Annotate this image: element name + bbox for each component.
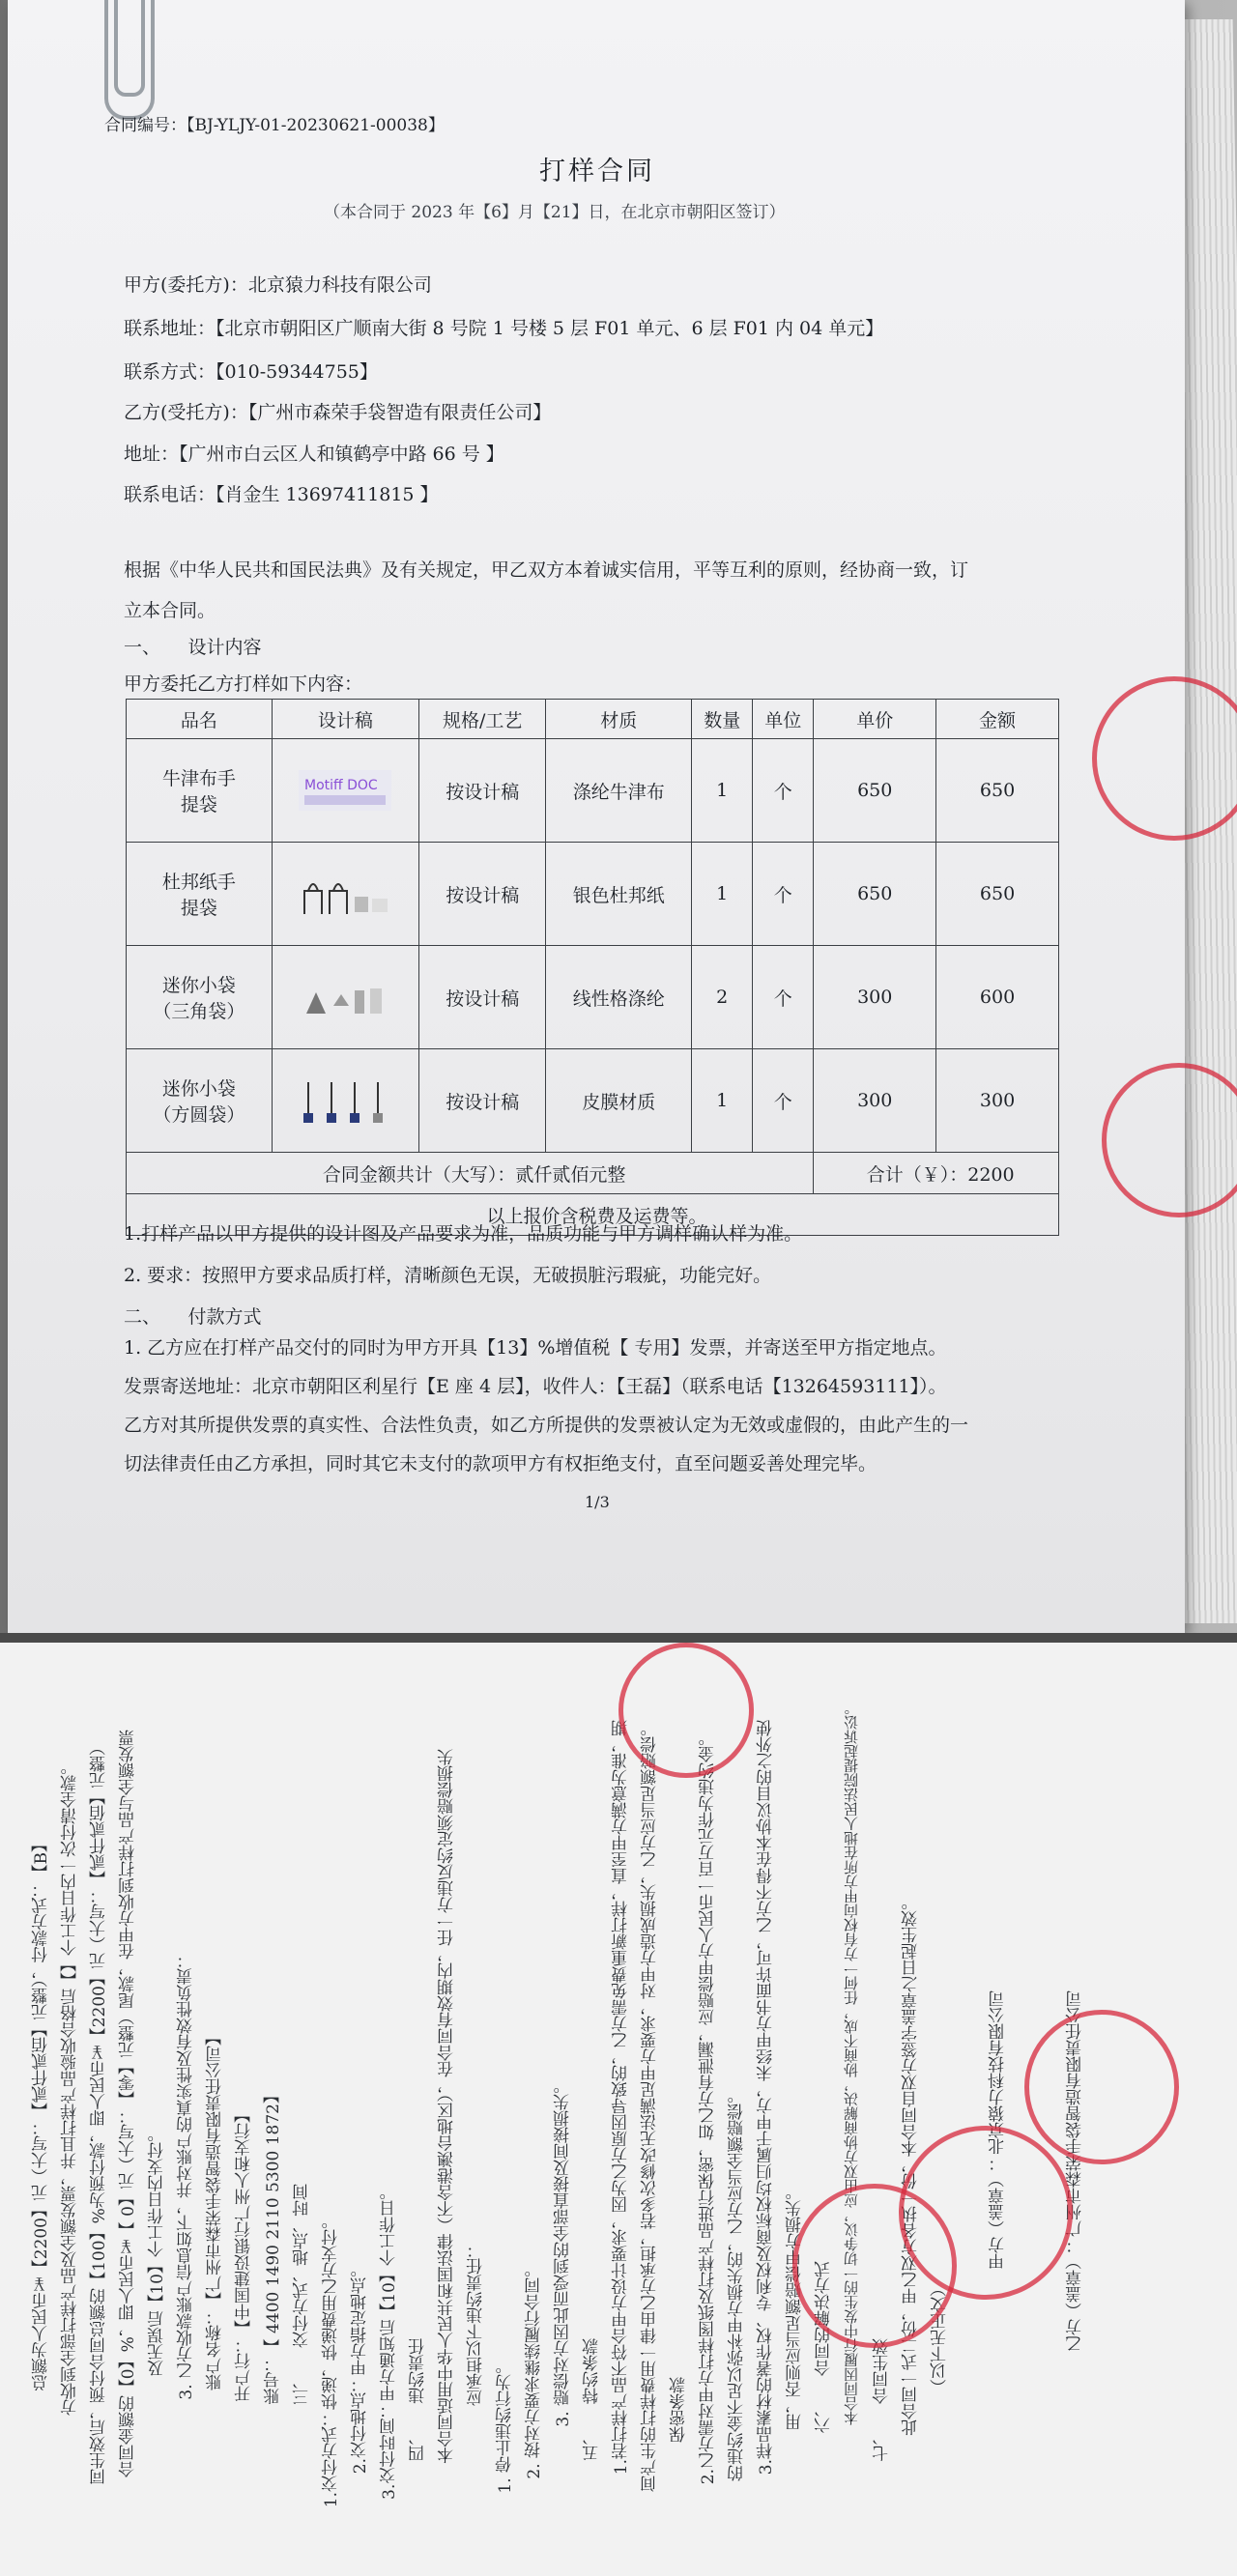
party-a: 甲方(委托方)：北京猿力科技有限公司 xyxy=(124,274,432,296)
material-cell: 银色杜邦纸 xyxy=(546,843,692,946)
amount-cell: 650 xyxy=(936,843,1059,946)
col-header: 金额 xyxy=(936,700,1059,739)
intro-line-1: 根据《中华人民共和国民法典》及有关规定，甲乙双方本着诚实信用，平等互利的原则，经协商一致，订 xyxy=(124,559,969,581)
requirement-1: 1.打样产品以甲方提供的设计图及产品要求为准，品质功能与甲方调样确认样为准。 xyxy=(124,1223,803,1245)
table-row xyxy=(127,843,1059,946)
col-header: 数量 xyxy=(692,700,753,739)
table-header-row xyxy=(127,700,1059,739)
qty-cell: 1 xyxy=(692,1049,753,1153)
svg-text:Motiff DOC: Motiff DOC xyxy=(304,778,379,793)
p2-line: 开户行：【中国建设银行广州人和支行】 xyxy=(235,2106,254,2402)
item-name: 杜邦纸手 提袋 xyxy=(127,843,273,946)
design-thumb xyxy=(272,946,418,1049)
p2-line: 3. 赔偿对方因此而受到的全部直接及间接损失。 xyxy=(554,2077,573,2427)
unit-cell: 个 xyxy=(753,739,814,843)
p2-line: （以下无正文） xyxy=(931,2280,950,2395)
total-words: 合同金额共计（大写）：贰仟贰佰元整 xyxy=(127,1153,814,1194)
design-thumb xyxy=(272,739,418,843)
price-cell: 650 xyxy=(814,739,936,843)
p2-line: 保密条款 xyxy=(670,2377,689,2443)
contract-signed-info: （本合同于 2023 年【6】月【21】日，在北京市朝阳区签订） xyxy=(324,203,786,222)
paper-clip-inner-icon xyxy=(114,0,145,97)
items-table xyxy=(126,699,1059,1236)
p2-line: 账户名称：【广州市森荣手袋智造有限责任公司】 xyxy=(206,2029,225,2390)
price-cell: 300 xyxy=(814,946,936,1049)
round-bag-sketch-icon xyxy=(299,1074,391,1127)
p2-line: 1. 停止违约行为。 xyxy=(496,2358,515,2494)
qty-cell: 1 xyxy=(692,843,753,946)
party-a-address: 联系地址：【北京市朝阳区广顺南大街 8 号院 1 号楼 5 层 F01 单元、6 层 F01 内 04 单元】 xyxy=(124,318,884,339)
price-note: 以上报价含税费及运费等。 xyxy=(127,1194,1059,1236)
p2-line: 间产生的打样费用一律由乙方承担，若多次修改无法满足甲方要求，对甲方造成损失，乙方应当足额赔偿。 xyxy=(641,1720,660,2492)
party-a-contact: 联系方式：【010-59344755】 xyxy=(124,361,378,383)
col-header: 规格/工艺 xyxy=(419,700,546,739)
price-cell: 650 xyxy=(814,843,936,946)
amount-cell: 600 xyxy=(936,946,1059,1049)
p2-line: 3. 乙方收款账户信息如下，并对账户的真实性及有效性负责： xyxy=(177,1952,196,2400)
p2-line: 方收到全部打样产品及全额发票，并且打样产品验收合格后【】个工作日内一次付清全款。 xyxy=(61,1759,80,2416)
section-1-sub: 甲方委托乙方打样如下内容： xyxy=(124,673,363,695)
p2-line: 2. 按对方要求继续履行合同。 xyxy=(525,2261,544,2479)
payment-line-1: 1. 乙方应在打样产品交付的同时为甲方开具【13】%增值税【 专用】发票，并寄送至甲方指定地点。 xyxy=(124,1337,947,1359)
p2-line: 及无误后【10】个工作日内支付。 xyxy=(148,2126,167,2377)
seal-stamp-party-a xyxy=(1024,2010,1179,2164)
p2-line: 同生效后，预付合同总额的【100】%为预付款，即人民币￥【2200】元（大写：【贰仟贰佰】元整） xyxy=(90,1739,109,2485)
material-cell: 线性格涤纶 xyxy=(546,946,692,1049)
material-cell: 涤纶牛津布 xyxy=(546,739,692,843)
col-header: 单价 xyxy=(814,700,936,739)
unit-cell: 个 xyxy=(753,1049,814,1153)
motiff-doc-logo-icon xyxy=(299,764,391,816)
section-2-heading: 二、 付款方式 xyxy=(124,1306,262,1328)
table-row xyxy=(127,1049,1059,1153)
payment-line-2: 发票寄送地址：北京市朝阳区利星行【E 座 4 层】，收件人：【王磊】（联系电话【13264593111】）。 xyxy=(124,1376,947,1397)
item-name: 牛津布手 提袋 xyxy=(127,739,273,843)
col-header: 设计稿 xyxy=(272,700,418,739)
p2-signature-a: 甲方（盖章）：北京猿力科技有限公司 xyxy=(989,1990,1008,2270)
qty-cell: 2 xyxy=(692,946,753,1049)
p2-line: 1.若打样产品不符合甲方设计要求，因为乙方原因导致的，乙方需免费重新打样，直至甲方满意为准，期 xyxy=(612,1720,631,2476)
p2-line: 三、 交付方式、地点、时间 xyxy=(293,2184,312,2406)
p2-line: 六、 合同的解决方式 xyxy=(815,2261,834,2434)
material-cell: 皮膜材质 xyxy=(546,1049,692,1153)
design-thumb xyxy=(272,1049,418,1153)
table-row xyxy=(127,739,1059,843)
party-b-address: 地址：【广州市白云区人和镇鹤亭中路 66 号 】 xyxy=(124,444,504,465)
table-row xyxy=(127,946,1059,1049)
party-b: 乙方(受托方)：【广州市森荣手袋智造有限责任公司】 xyxy=(124,402,552,423)
p2-line: 四、 违约责任 xyxy=(409,2338,428,2462)
spec-cell: 按设计稿 xyxy=(419,739,546,843)
amount-cell: 650 xyxy=(936,739,1059,843)
seal-stamp-contract xyxy=(792,2184,957,2348)
col-header: 单位 xyxy=(753,700,814,739)
p2-line: 1.交付方式：快递，快递费用乙方支付。 xyxy=(322,2213,341,2508)
p2-line: 本合同适用中华人民共和国法律（不含港澳台地区），在合同有效期内，任一方违反约定须赔偿损失 xyxy=(438,1749,457,2464)
contract-title: 打样合同 xyxy=(539,157,655,186)
p2-signature-b: 乙方（盖章）：广州市森荣手袋智造有限责任公司 xyxy=(1066,1990,1085,2352)
tote-bag-sketch-icon xyxy=(299,868,391,920)
p2-line: 3.交付时间：甲方通知后【10】个工作日。 xyxy=(380,2184,399,2500)
bottom-photo xyxy=(0,1643,1237,2576)
p2-line: 总额为人民币￥【2200】元（大写：【贰仟贰佰】元整），付款方式：【B】 xyxy=(32,1836,51,2391)
col-header: 材质 xyxy=(546,700,692,739)
unit-cell: 个 xyxy=(753,843,814,946)
party-b-phone: 联系电话：【肖金生 13697411815 】 xyxy=(124,484,439,505)
unit-cell: 个 xyxy=(753,946,814,1049)
contract-number: 合同编号：【BJ-YLJY-01-20230621-00038】 xyxy=(104,116,445,135)
col-header: 品名 xyxy=(127,700,273,739)
page-number: 1/3 xyxy=(585,1493,610,1511)
p2-line: 此合同一式二份，甲乙双方各执一份，本合同自双方签字盖章之日起生效。 xyxy=(902,1894,921,2436)
price-cell: 300 xyxy=(814,1049,936,1153)
photo-divider xyxy=(0,1633,1237,1643)
payment-line-3: 乙方对其所提供发票的真实性、合法性负责，如乙方所提供的发票被认定为无效或虚假的，由此产生的一 xyxy=(124,1415,969,1436)
p2-line: 本合同因履行中发生的一切争议，应由双方协商解决，协商不成，任何一方有权向甲方所在地人民法院提起诉讼。 xyxy=(843,1701,860,2425)
spec-cell: 按设计稿 xyxy=(419,946,546,1049)
total-number: 合计（￥）：2200 xyxy=(814,1153,1059,1194)
p2-line: 账号：【 4400 1490 2110 5300 1872】 xyxy=(264,2087,283,2405)
item-name: 迷你小袋 （三角袋） xyxy=(127,946,273,1049)
section-1-heading: 一、 设计内容 xyxy=(124,637,262,658)
p2-line: 2.乙方需对甲方打样图纸及打样产品进行保密，如乙方有泄漏，应赔偿甲方人民币一百万元作为违约金。 xyxy=(699,1730,718,2485)
p2-line: 合同金额的【0】%，即人民币￥【 0】元（大写：【零】元整）尾款，在甲方收到打样产品与全额发票 xyxy=(119,1730,138,2478)
p2-line: 2.交付地点：甲方指定地点。 xyxy=(351,2261,370,2475)
spec-cell: 按设计稿 xyxy=(419,1049,546,1153)
p2-line: 用，否则应当足额赔偿甲方损失。 xyxy=(786,2184,805,2430)
item-name: 迷你小袋 （方圆袋） xyxy=(127,1049,273,1153)
design-thumb xyxy=(272,843,418,946)
intro-line-2: 立本合同。 xyxy=(124,600,216,621)
p2-line: 七、 合同生效 xyxy=(873,2338,892,2462)
triangle-bag-sketch-icon xyxy=(299,971,391,1023)
p2-line: 五、 特约条款 xyxy=(583,2338,602,2462)
p2-line: 的违约金不足以弥补甲方损失的，乙方应当全额赔偿。 xyxy=(728,2087,747,2481)
total-row xyxy=(127,1153,1059,1194)
requirement-2: 2. 要求：按照甲方要求品质打样，清晰颜色无误，无破损脏污瑕疵，功能完好。 xyxy=(124,1265,772,1286)
amount-cell: 300 xyxy=(936,1049,1059,1153)
qty-cell: 1 xyxy=(692,739,753,843)
p2-line: 3.样品素材的著作权、专利权及商标权均归属于甲方，未经甲方书面许可，乙方不得在本协议目的之外使 xyxy=(757,1720,776,2476)
payment-line-4: 切法律责任由乙方承担，同时其它未支付的款项甲方有权拒绝支付，直至问题妥善处理完毕。 xyxy=(124,1453,877,1474)
spec-cell: 按设计稿 xyxy=(419,843,546,946)
seal-stamp-top xyxy=(618,1643,754,1778)
p2-line: 应承担以下违约责任： xyxy=(467,2242,486,2406)
